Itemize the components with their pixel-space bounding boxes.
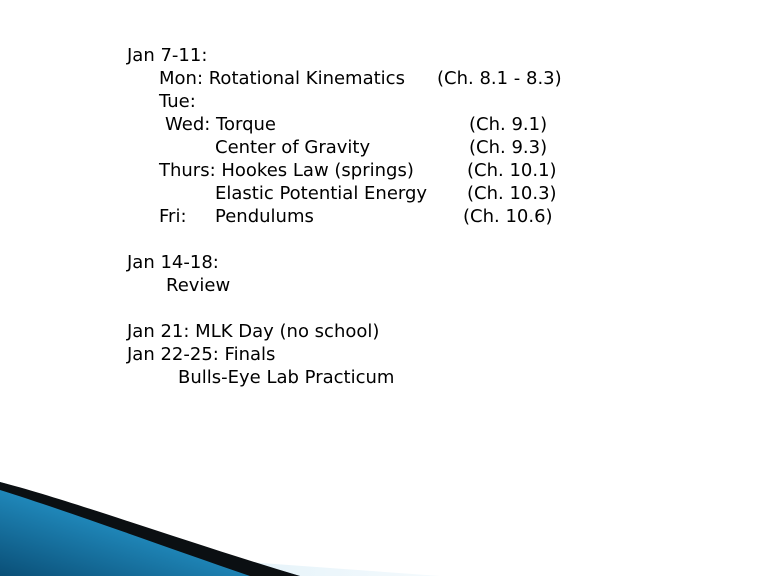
cog-chapter: (Ch. 9.3)	[469, 137, 548, 158]
week2-heading: Jan 14-18:	[127, 252, 219, 273]
epe-chapter: (Ch. 10.3)	[467, 183, 557, 204]
wed-chapter: (Ch. 9.1)	[469, 114, 548, 135]
thu-topic: Thurs: Hookes Law (springs)	[159, 160, 414, 181]
lab-practicum: Bulls-Eye Lab Practicum	[178, 367, 395, 388]
finals: Jan 22-25: Finals	[127, 344, 276, 365]
fri-day: Fri:	[159, 206, 187, 227]
epe-topic: Elastic Potential Energy	[215, 183, 428, 204]
week2-review: Review	[166, 275, 231, 296]
mon-chapter: (Ch. 8.1 - 8.3)	[437, 68, 562, 89]
fri-chapter: (Ch. 10.6)	[463, 206, 553, 227]
cog-topic: Center of Gravity	[215, 137, 371, 158]
thu-chapter: (Ch. 10.1)	[467, 160, 557, 181]
mon-topic: Mon: Rotational Kinematics	[159, 68, 405, 89]
fri-topic: Pendulums	[215, 206, 314, 227]
week1-heading: Jan 7-11:	[127, 45, 208, 66]
tue-topic: Tue:	[159, 91, 196, 112]
wed-topic: Wed: Torque	[165, 114, 276, 135]
mlk-day: Jan 21: MLK Day (no school)	[127, 321, 380, 342]
